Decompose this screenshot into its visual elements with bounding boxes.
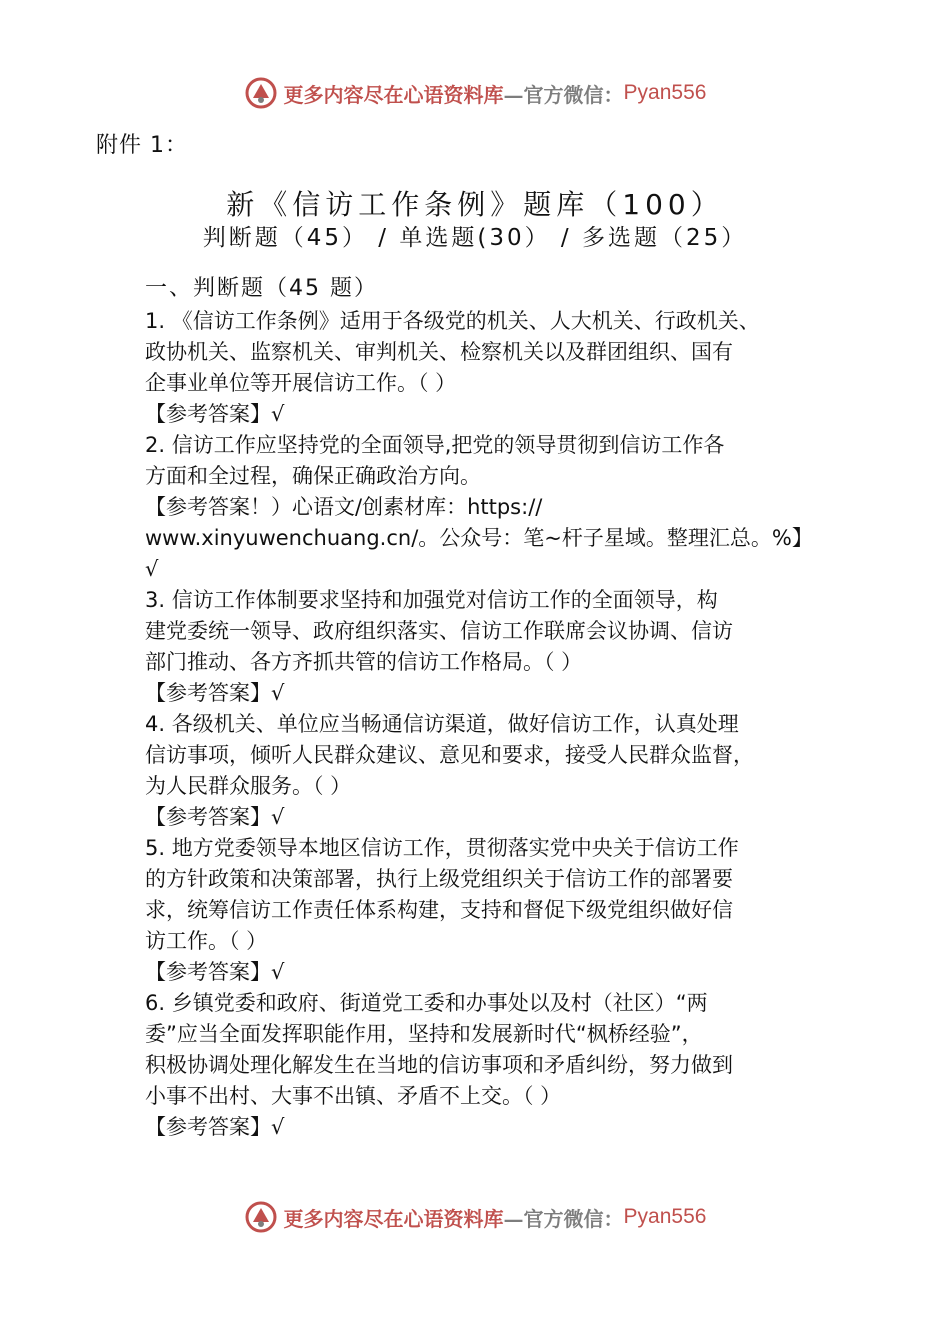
banner-gray-text: —官方微信： xyxy=(503,82,624,107)
question-line: 小事不出村、大事不出镇、矛盾不上交。（ ） xyxy=(145,1084,562,1108)
answer-line: www.xinyuwenchuang.cn/。公众号：笔~杆子星域。整理汇总。%】 xyxy=(145,526,813,550)
banner-gray-text: —官方微信： xyxy=(503,1206,624,1231)
question-line: 求，统筹信访工作责任体系构建，支持和督促下级党组织做好信 xyxy=(145,898,733,922)
answer-line: 【参考答案！）心语文/创素材库：https:// xyxy=(145,495,543,519)
page-subtitle: 判断题（45） / 单选题(30） / 多选题（25） xyxy=(202,225,748,251)
question-line: 4. 各级机关、单位应当畅通信访渠道，做好信访工作，认真处理 xyxy=(145,712,739,736)
question-item xyxy=(145,306,825,430)
question-line: 的方针政策和决策部署，执行上级党组织关于信访工作的部署要 xyxy=(145,867,733,891)
answer-line: 【参考答案】√ xyxy=(145,805,285,829)
header-banner xyxy=(0,73,950,113)
question-line: 6. 乡镇党委和政府、街道党工委和办事处以及村（社区）“两 xyxy=(145,991,708,1015)
question-line: 政协机关、监察机关、审判机关、检察机关以及群团组织、国有 xyxy=(145,340,733,364)
footer-banner xyxy=(0,1197,950,1237)
question-item xyxy=(145,988,825,1143)
question-line: 委”应当全面发挥职能作用，坚持和发展新时代“枫桥经验”， xyxy=(145,1022,703,1046)
question-line: 部门推动、各方齐抓共管的信访工作格局。（ ） xyxy=(145,650,583,674)
question-item xyxy=(145,833,825,988)
answer-line: 【参考答案】√ xyxy=(145,1115,285,1139)
question-line: 5. 地方党委领导本地区信访工作，贯彻落实党中央关于信访工作 xyxy=(145,836,739,860)
answer-line: 【参考答案】√ xyxy=(145,960,285,984)
page-title: 新《信访工作条例》题库（100） xyxy=(226,188,724,221)
attachment-label: 附件 1： xyxy=(96,133,188,158)
banner-wechat-id: Pyan556 xyxy=(623,81,707,104)
question-item xyxy=(145,709,825,833)
question-line: 信访事项，倾听人民群众建议、意见和要求，接受人民群众监督， xyxy=(145,743,754,767)
question-line: 积极协调处理化解发生在当地的信访事项和矛盾纠纷，努力做到 xyxy=(145,1053,733,1077)
question-line: 建党委统一领导、政府组织落实、信访工作联席会议协调、信访 xyxy=(145,619,733,643)
question-item xyxy=(145,430,825,585)
section-heading: 一、判断题（45 题） xyxy=(145,276,378,301)
question-line: 企事业单位等开展信访工作。（ ） xyxy=(145,371,457,395)
question-line: 方面和全过程，确保正确政治方向。 xyxy=(145,464,481,488)
banner-wechat-id: Pyan556 xyxy=(623,1205,707,1228)
brand-logo-icon xyxy=(244,1200,278,1234)
question-line: 2. 信访工作应坚持党的全面领导,把党的领导贯彻到信访工作各 xyxy=(145,433,725,457)
banner-red-text: 更多内容尽在心语资料库 xyxy=(283,82,504,107)
question-line: 3. 信访工作体制要求坚持和加强党对信访工作的全面领导，构 xyxy=(145,588,718,612)
question-item xyxy=(145,585,825,709)
banner-red-text: 更多内容尽在心语资料库 xyxy=(283,1206,504,1231)
question-line: 访工作。（ ） xyxy=(145,929,268,953)
brand-logo-icon xyxy=(244,76,278,110)
question-line: 为人民群众服务。（ ） xyxy=(145,774,352,798)
answer-line: √ xyxy=(145,557,159,581)
question-list xyxy=(145,272,825,1143)
answer-line: 【参考答案】√ xyxy=(145,681,285,705)
question-line: 1. 《信访工作条例》适用于各级党的机关、人大机关、行政机关、 xyxy=(145,309,760,333)
answer-line: 【参考答案】√ xyxy=(145,402,285,426)
